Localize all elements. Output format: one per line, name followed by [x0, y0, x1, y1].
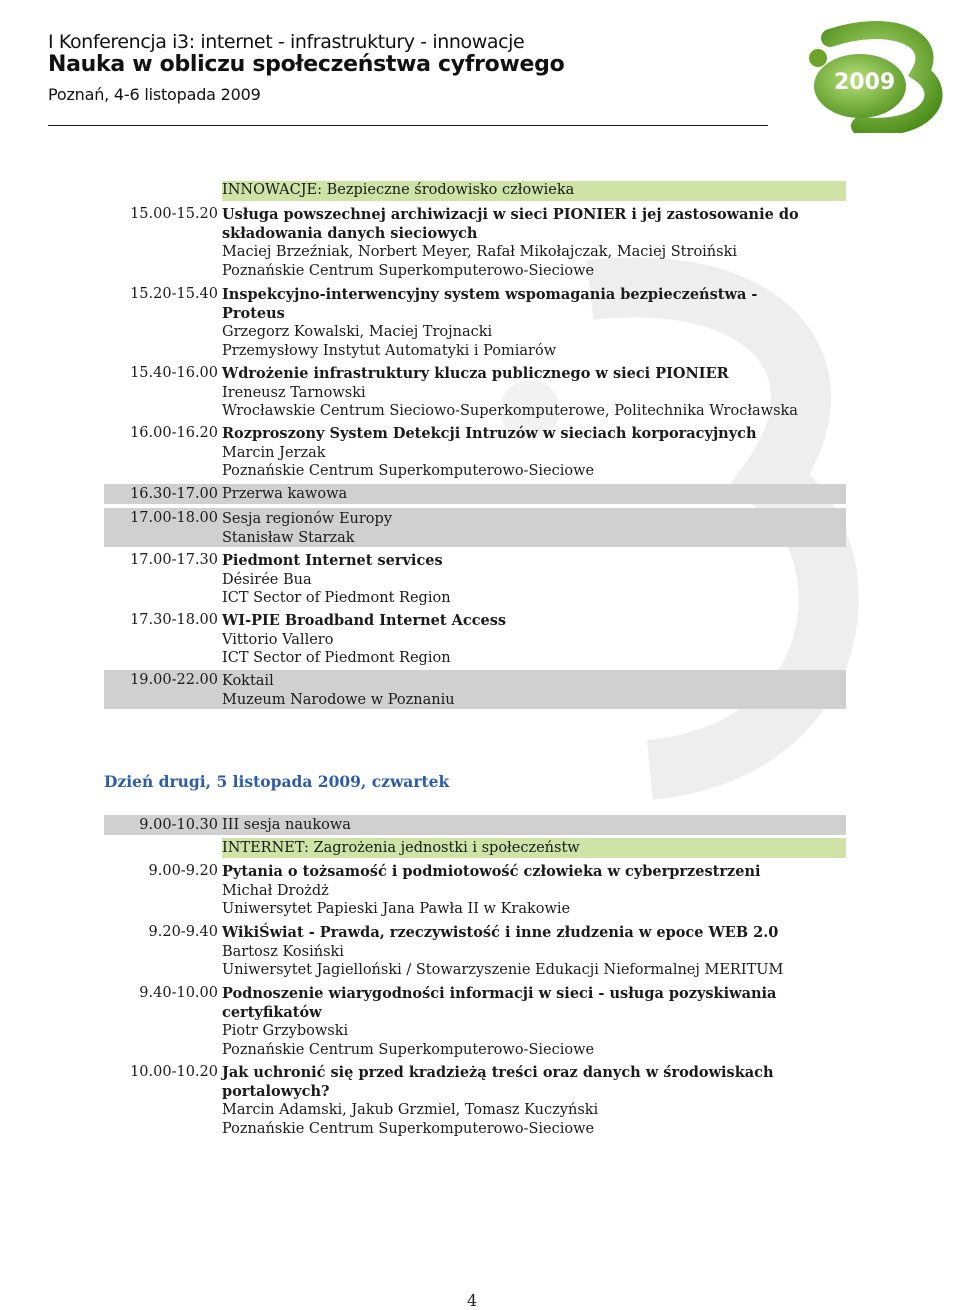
item-time: 17.30-18.00 — [130, 612, 218, 628]
item-affiliation: ICT Sector of Piedmont Region — [222, 590, 451, 606]
item-affiliation: Poznańskie Centrum Superkomputerowo-Sieciowe — [222, 262, 595, 279]
item-affiliation: Poznańskie Centrum Superkomputerowo-Sieciowe — [222, 1120, 595, 1137]
item-affiliation: Uniwersytet Papieski Jana Pawła II w Krakowie — [222, 901, 571, 917]
item-authors: Désirée Bua — [222, 571, 312, 588]
item-authors: Grzegorz Kowalski, Maciej Trojnacki — [222, 324, 493, 340]
item-title-cont: składowania danych sieciowych — [222, 224, 478, 242]
item-affiliation: Wrocławskie Centrum Sieciowo-Superkomputerowe, Politechnika Wrocławska — [222, 403, 798, 419]
session-iii-label: III sesja naukowa — [222, 817, 351, 833]
item-title: Jak uchronić się przed kradzieżą treści oraz danych w środowiskach — [222, 1064, 774, 1081]
item-authors: Marcin Adamski, Jakub Grzmiel, Tomasz Kuczyński — [222, 1102, 599, 1118]
item-time: 9.40-10.00 — [139, 985, 218, 1001]
item-title: Usługa powszechnej archiwizacji w sieci PIONIER i jej zastosowanie do — [222, 206, 799, 223]
section-title-internet: INTERNET: Zagrożenia jednostki i społeczeństw — [222, 840, 580, 856]
item-affiliation: Uniwersytet Jagielloński / Stowarzyszenie Edukacji Nieformalnej MERITUM — [222, 962, 784, 978]
item-time: 17.00-17.30 — [130, 552, 218, 568]
cocktail-label: Koktail — [222, 673, 274, 689]
break-time: 16.30-17.00 — [130, 486, 218, 502]
item-authors: Michał Drożdż — [222, 882, 329, 899]
session-chair: Stanisław Starzak — [222, 529, 355, 546]
item-title-cont: portalowych? — [222, 1082, 330, 1100]
item-title: Wdrożenie infrastruktury klucza publicznego w sieci PIONIER — [222, 365, 729, 382]
item-title: Pytania o tożsamość i podmiotowość człowieka w cyberprzestrzeni — [222, 863, 761, 880]
logo-year: 2009 — [834, 70, 896, 95]
item-title: Inspekcyjno-interwencyjny system wspomagania bezpieczeństwa - — [222, 286, 758, 303]
item-time: 9.20-9.40 — [148, 924, 218, 940]
break-label: Przerwa kawowa — [222, 486, 348, 502]
item-time: 16.00-16.20 — [130, 425, 218, 441]
item-affiliation: ICT Sector of Piedmont Region — [222, 650, 451, 666]
item-title: Rozproszony System Detekcji Intruzów w sieciach korporacyjnych — [222, 425, 757, 442]
item-authors: Bartosz Kosiński — [222, 943, 344, 960]
item-title: WikiŚwiat - Prawda, rzeczywistość i inne złudzenia w epoce WEB 2.0 — [222, 924, 779, 941]
item-time: 15.20-15.40 — [130, 286, 218, 302]
item-authors: Ireneusz Tarnowski — [222, 384, 366, 401]
item-authors: Marcin Jerzak — [222, 444, 326, 461]
item-title-cont: Proteus — [222, 304, 285, 322]
item-authors: Vittorio Vallero — [222, 631, 334, 648]
item-time: 10.00-10.20 — [130, 1064, 218, 1080]
day-two-heading: Dzień drugi, 5 listopada 2009, czwartek — [104, 772, 450, 791]
item-time: 15.40-16.00 — [130, 365, 218, 381]
item-authors: Piotr Grzybowski — [222, 1023, 349, 1039]
conference-date-place: Poznań, 4-6 listopada 2009 — [48, 85, 261, 104]
session-iii-time: 9.00-10.30 — [139, 817, 218, 833]
cocktail-time: 19.00-22.00 — [130, 672, 218, 688]
item-affiliation: Poznańskie Centrum Superkomputerowo-Sieciowe — [222, 1041, 595, 1058]
section-title-innowacje: INNOWACJE: Bezpieczne środowisko człowieka — [222, 182, 575, 198]
item-title: Podnoszenie wiarygodności informacji w sieci - usługa pozyskiwania — [222, 985, 777, 1002]
item-title: Piedmont Internet services — [222, 552, 443, 569]
conference-subtitle: Nauka w obliczu społeczeństwa cyfrowego — [48, 52, 565, 77]
item-authors: Maciej Brzeźniak, Norbert Meyer, Rafał Mikołajczak, Maciej Stroiński — [222, 244, 738, 260]
session-label: Sesja regionów Europy — [222, 511, 393, 527]
cocktail-place: Muzeum Narodowe w Poznaniu — [222, 691, 455, 708]
item-time: 9.00-9.20 — [148, 863, 218, 879]
item-affiliation: Poznańskie Centrum Superkomputerowo-Sieciowe — [222, 463, 595, 479]
conference-title: I Konferencja i3: internet - infrastruktury - innowacje — [48, 31, 525, 53]
item-affiliation: Przemysłowy Instytut Automatyki i Pomiarów — [222, 342, 557, 359]
item-time: 15.00-15.20 — [130, 206, 218, 222]
item-title-cont: certyfikatów — [222, 1003, 322, 1021]
item-title: WI-PIE Broadband Internet Access — [222, 612, 507, 629]
session-time: 17.00-18.00 — [130, 510, 218, 526]
page-number: 4 — [467, 1291, 478, 1310]
